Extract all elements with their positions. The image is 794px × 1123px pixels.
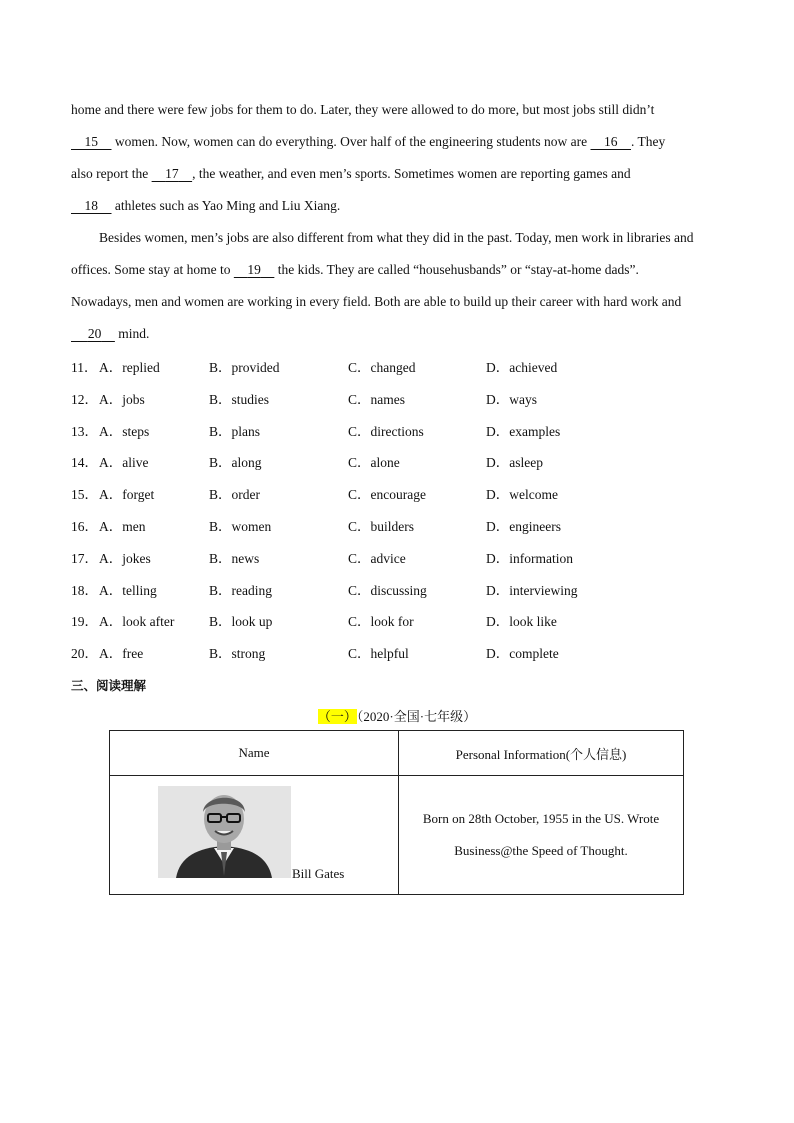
option-a: A．men xyxy=(99,518,146,534)
option-d: D．examples xyxy=(486,423,561,439)
option-a: A．look after xyxy=(99,614,175,630)
passage-line-2: 15 women. Now, women can do everything. Over half of the engineering students now are 16 . They xyxy=(71,126,721,158)
header-info: Personal Information(个人信息) xyxy=(399,731,684,776)
table-row xyxy=(110,776,684,895)
passage-line-1: home and there were few jobs for them to do. Later, they were allowed to do more, but most jobs still didn’t xyxy=(71,102,655,117)
option-c: C．alone xyxy=(348,455,400,471)
blank-17: 17 xyxy=(165,166,179,181)
passage-line-3: also report the 17 , the weather, and even men’s sports. Sometimes women are reporting games and xyxy=(71,166,631,181)
info-cell xyxy=(399,776,684,895)
passage-source: （2020·全国·七年级） xyxy=(356,709,477,724)
info-text: Born on 28th October, 1955 in the US. Wrote Business@the Speed of Thought. xyxy=(422,811,660,858)
option-a: A．steps xyxy=(99,423,150,439)
option-d: D．asleep xyxy=(486,455,543,471)
option-d: D．information xyxy=(486,550,573,566)
option-b: B．along xyxy=(209,455,262,471)
passage-line-7: Nowadays, men and women are working in every field. Both are able to build up their career with hard work and xyxy=(71,294,682,309)
option-c: C．discussing xyxy=(348,582,427,598)
option-c: C．builders xyxy=(348,518,414,534)
blank-19: 19 xyxy=(247,262,261,277)
option-b: B．strong xyxy=(209,646,266,662)
option-a: A．free xyxy=(99,646,144,662)
option-b: B．provided xyxy=(209,360,280,375)
option-c: C．encourage xyxy=(348,487,426,503)
passage-line-6: offices. Some stay at home to 19 the kids. They are called “househusbands” or “stay-at-home dads”. xyxy=(71,262,639,277)
option-b: B．order xyxy=(209,487,260,503)
option-a: A．telling xyxy=(99,582,157,598)
table-header-row xyxy=(110,731,684,776)
section-title: 三、阅读理解 xyxy=(71,678,147,693)
option-b: B．plans xyxy=(209,423,261,439)
option-b: B．women xyxy=(209,518,272,534)
option-a: A．jokes xyxy=(99,550,151,566)
blank-20: 20 xyxy=(87,326,102,341)
option-c: C．directions xyxy=(348,423,424,439)
option-d: D．engineers xyxy=(486,518,561,534)
person-name: Bill Gates xyxy=(292,866,345,881)
option-d: D．look like xyxy=(486,614,557,630)
option-d: D．interviewing xyxy=(486,582,578,598)
option-b: B．reading xyxy=(209,582,272,598)
passage-title xyxy=(0,706,794,725)
option-c: C．look for xyxy=(348,614,414,630)
option-b: B．news xyxy=(209,550,260,566)
passage-line-5: Besides women, men’s jobs are also different from what they did in the past. Today, men work in libraries and xyxy=(99,230,694,245)
header-name: Name xyxy=(110,731,399,776)
passage-line-8: 20 mind. xyxy=(71,318,721,350)
option-c: C．advice xyxy=(348,550,406,566)
option-b: B．look up xyxy=(209,614,273,630)
option-d: D．ways xyxy=(486,391,537,407)
passage-line-4: 18 athletes such as Yao Ming and Liu Xiang. xyxy=(71,190,721,222)
blank-15: 15 xyxy=(84,134,98,149)
name-cell xyxy=(110,776,399,895)
blank-16: 16 xyxy=(604,134,618,149)
blank-18: 18 xyxy=(84,198,98,213)
option-a: A．replied xyxy=(99,360,160,375)
passage-number: （一） xyxy=(317,709,357,724)
option-a: A．forget xyxy=(99,487,155,503)
option-c: C．names xyxy=(348,391,405,407)
option-d: D．achieved xyxy=(486,360,558,375)
option-d: D．welcome xyxy=(486,487,558,503)
option-a: A．alive xyxy=(99,455,149,471)
option-c: C．helpful xyxy=(348,646,409,662)
option-c: C．changed xyxy=(348,360,416,375)
option-b: B．studies xyxy=(209,391,270,407)
portrait-photo xyxy=(158,786,291,878)
option-d: D．complete xyxy=(486,646,559,662)
info-table xyxy=(109,730,684,895)
option-a: A．jobs xyxy=(99,391,145,407)
passage xyxy=(71,94,721,350)
